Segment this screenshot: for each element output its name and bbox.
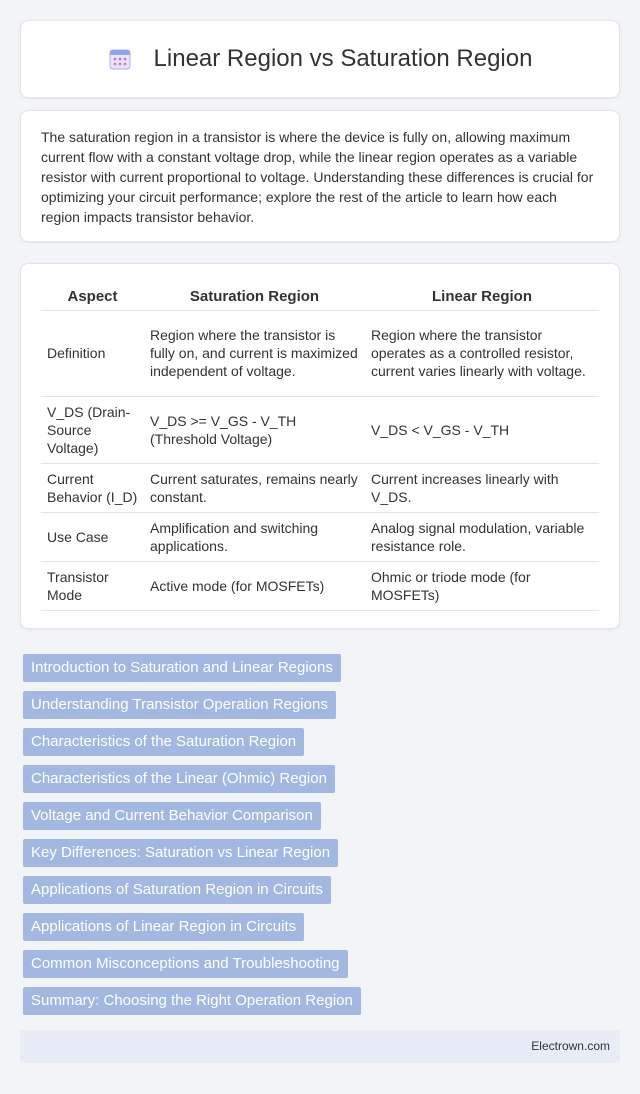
toc-link[interactable]: Characteristics of the Linear (Ohmic) Region [23,765,335,793]
table-cell: V_DS >= V_GS - V_TH (Threshold Voltage) [144,396,365,463]
toc-link[interactable]: Characteristics of the Saturation Region [23,728,304,756]
table-cell: Transistor Mode [41,561,144,610]
toc-link[interactable]: Summary: Choosing the Right Operation Region [23,987,361,1015]
toc-link[interactable]: Voltage and Current Behavior Comparison [23,802,321,830]
table-row [41,310,599,396]
table-row [41,512,599,561]
table-cell: V_DS (Drain-Source Voltage) [41,396,144,463]
table-cell: Active mode (for MOSFETs) [144,561,365,610]
toc-link[interactable]: Common Misconceptions and Troubleshooting [23,950,348,978]
header-aspect: Aspect [41,284,144,310]
toc-link[interactable]: Understanding Transistor Operation Regions [23,691,336,719]
table-row [41,396,599,463]
table-cell: Current increases linearly with V_DS. [365,463,599,512]
table-cell: Amplification and switching applications. [144,512,365,561]
comparison-table-card [20,263,620,629]
table-cell: Region where the transistor is fully on, and current is maximized independent of voltage. [144,310,365,396]
toc-link[interactable]: Introduction to Saturation and Linear Regions [23,654,341,682]
table-header-row [41,284,599,310]
table-cell: Current saturates, remains nearly constant. [144,463,365,512]
intro-text: The saturation region in a transistor is where the device is fully on, allowing maximum current flow with a constant voltage drop, while the linear region operates as a variable resistor with current proportional to voltage. Understanding these differences is crucial for optimizing your circuit performance; explore the rest of the article to learn how each region impacts transistor behavior. [41,129,594,225]
toc-link[interactable]: Key Differences: Saturation vs Linear Region [23,839,338,867]
table-cell: Region where the transistor operates as a controlled resistor, current varies linearly with voltage. [365,310,599,396]
footer-brand: Electrown.com [531,1039,610,1053]
table-row [41,463,599,512]
header-saturation: Saturation Region [144,284,365,310]
table-row [41,561,599,610]
header-card [20,20,620,98]
page-title: Linear Region vs Saturation Region [153,45,533,72]
table-of-contents [23,654,361,1024]
header-linear: Linear Region [365,284,599,310]
table-cell: Definition [41,310,144,396]
footer [20,1030,620,1063]
table-cell: Analog signal modulation, variable resistance role. [365,512,599,561]
toc-link[interactable]: Applications of Saturation Region in Circuits [23,876,331,904]
calendar-grid-icon [108,47,132,71]
table-cell: Use Case [41,512,144,561]
comparison-table [41,284,599,611]
toc-link[interactable]: Applications of Linear Region in Circuits [23,913,304,941]
table-cell: Current Behavior (I_D) [41,463,144,512]
intro-card [20,110,620,242]
table-cell: Ohmic or triode mode (for MOSFETs) [365,561,599,610]
table-cell: V_DS < V_GS - V_TH [365,396,599,463]
